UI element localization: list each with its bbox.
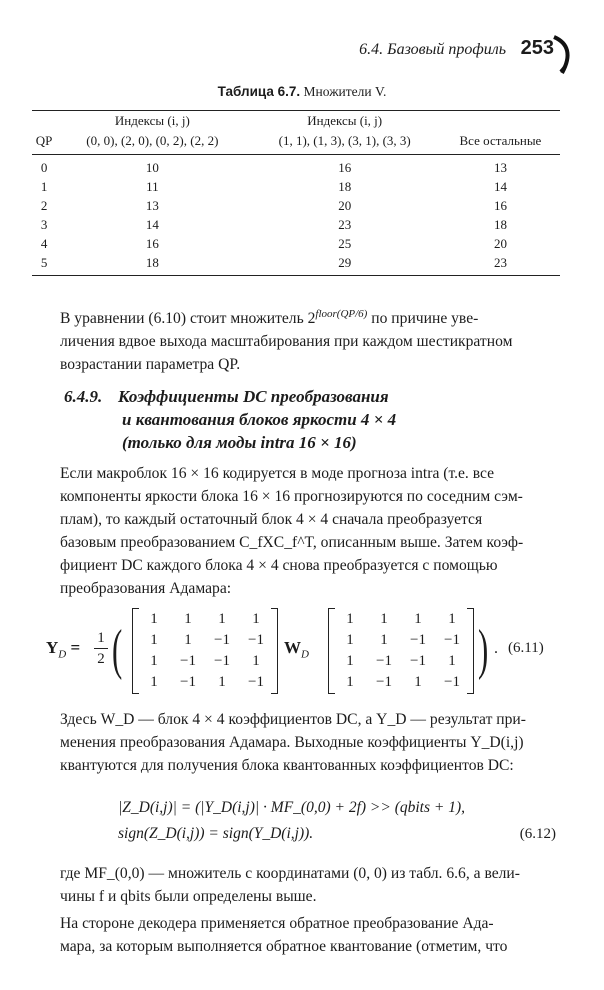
page-number-swirl-icon (552, 35, 574, 75)
hadamard-matrix-left: 1 1 1 1 1 1 −1 −1 1 −1 −1 1 1 −1 1 −1 (132, 608, 278, 694)
paragraph-line: фициент DC каждого блока 4 × 4 снова преобразуется с помощью (60, 557, 498, 574)
paragraph-scaling (60, 303, 554, 376)
table-cell: 16 (145, 236, 159, 251)
paragraph-dc-intro (60, 462, 554, 600)
header-col-3-top (441, 111, 560, 132)
table-row (32, 253, 560, 276)
table-cell: 20 (493, 236, 507, 251)
table-cell: 29 (249, 253, 441, 276)
header-col-2-top: Индексы (i, j) (307, 113, 383, 128)
paragraph-line: В уравнении (6.10) стоит множитель $2^{floor(QP/6)}$ по причине уве- (60, 308, 479, 328)
section-title-line1: Коэффициенты DC преобразования (118, 387, 389, 406)
table-header-row-bottom (32, 131, 560, 155)
header-col-0-top (32, 111, 56, 132)
section-heading (64, 385, 396, 454)
table-cell: 11 (146, 179, 159, 194)
table-cell: 4 (40, 236, 48, 251)
table-cell: 20 (338, 198, 352, 213)
paragraph-mf (60, 862, 554, 908)
eq-line-2: sign(Z_D(i,j)) = sign(Y_D(i,j)). (118, 825, 314, 842)
table-cell: 16 (493, 198, 507, 213)
paragraph-line: На стороне декодера применяется обратное преобразование Ада- (60, 915, 494, 932)
table-caption (0, 84, 604, 100)
paragraph-line: мара, за которым выполняется обратное квантование (отметим, что (60, 938, 508, 955)
outer-paren-left: ( (112, 619, 123, 681)
section-title-line2: и квантования блоков яркости 4 × 4 (122, 410, 397, 429)
table-cell: 18 (493, 217, 507, 232)
table-cell: 5 (32, 253, 56, 276)
paragraph-hadamard (60, 708, 554, 777)
table-cell: 14 (145, 217, 159, 232)
paragraph-line: менения преобразования Адамара. Выходные коэффициенты Y_D(i,j) (60, 734, 524, 751)
table-row (32, 196, 560, 215)
equation-number: (6.12) (519, 826, 556, 842)
table-cell: 2 (40, 198, 48, 213)
table-cell: 0 (40, 160, 48, 175)
table-header-row-top (32, 111, 560, 132)
equation-number: (6.11) (508, 640, 544, 656)
table-cell: 18 (56, 253, 248, 276)
eq-lhs: Y (46, 638, 59, 657)
table-row (32, 155, 560, 178)
paragraph-line: возрастании параметра QP. (60, 356, 241, 374)
paragraph-line: Здесь W_D — блок 4 × 4 коэффициентов DC, а Y_D — результат при- (60, 711, 526, 728)
multipliers-table (32, 110, 560, 276)
table-caption-text: Множители V. (303, 84, 387, 99)
table-cell: 13 (145, 198, 159, 213)
table-cell: 25 (338, 236, 352, 251)
table-cell: 3 (40, 217, 48, 232)
table-cell: 10 (145, 160, 159, 175)
table-cell: 14 (493, 179, 507, 194)
paragraph-line: плам), то каждый остаточный блок 4 × 4 сначала преобразуется (60, 511, 483, 528)
section-number: 6.4.9. (64, 387, 103, 406)
eq-fraction: 1 2 (94, 628, 108, 669)
paragraph-line: где MF_(0,0) — множитель с координатами (0, 0) из табл. 6.6, а вели- (60, 865, 520, 882)
paragraph-line: преобразования Адамара: (60, 580, 232, 597)
table-cell: 18 (338, 179, 352, 194)
equation-6-12 (118, 795, 556, 847)
table-row (32, 234, 560, 253)
table-cell: 23 (441, 253, 560, 276)
page-number: 253 (520, 37, 554, 59)
eq-line-1: |Z_D(i,j)| = (|Y_D(i,j)| · MF_(0,0) + 2f) >> (qbits + 1), (118, 799, 466, 816)
paragraph-decoder (60, 912, 554, 958)
paragraph-line: базовым преобразованием C_fXC_f^T, описанным выше. Затем коэф- (60, 534, 524, 551)
header-col-2: (1, 1), (1, 3), (3, 1), (3, 3) (249, 131, 441, 155)
section-title-line3: (только для моды intra 16 × 16) (122, 433, 357, 452)
header-col-1: (0, 0), (2, 0), (0, 2), (2, 2) (56, 131, 248, 155)
paragraph-line: компоненты яркости блока 16 × 16 прогнозируются по соседним сэм- (60, 488, 523, 505)
hadamard-matrix-right: 1 1 1 1 1 1 −1 −1 1 −1 −1 1 1 −1 1 −1 (328, 608, 474, 694)
table-caption-label: Таблица 6.7. (217, 84, 301, 99)
table-row (32, 177, 560, 196)
exponent: floor(QP/6) (315, 308, 368, 320)
header-col-0: QP (32, 131, 56, 155)
paragraph-line: чины f и qbits были определены выше. (60, 888, 317, 905)
paragraph-line: личения вдвое выхода масштабирования при каждом шестикратном (60, 333, 513, 351)
header-col-3: Все остальные (441, 131, 560, 155)
paragraph-line: Если макроблок 16 × 16 кодируется в моде прогноза intra (т.е. все (60, 465, 495, 482)
outer-paren-right: ) (478, 619, 489, 681)
equation-6-11: $Y_D$ = 1 2 ( 1 1 1 1 1 1 −1 −1 1 −1 −1 1 1 −1 1 −1 $W_D$ 1 1 1 1 1 1 −1 −1 1 −1 −1 1 1 −1 1 −1 ) . (6.11) (46, 608, 556, 696)
running-title: 6.4. Базовый профиль (359, 41, 506, 58)
table-cell: 16 (338, 160, 352, 175)
table-cell: 23 (338, 217, 352, 232)
table-row (32, 215, 560, 234)
page-header (0, 35, 604, 75)
eq-w-d: $W_D$ (284, 638, 309, 661)
table-cell: 1 (40, 179, 48, 194)
paragraph-line: квантуются для получения блока квантованных коэффициентов DC: (60, 757, 514, 774)
header-col-1-top: Индексы (i, j) (114, 113, 190, 128)
table-cell: 13 (493, 160, 507, 175)
